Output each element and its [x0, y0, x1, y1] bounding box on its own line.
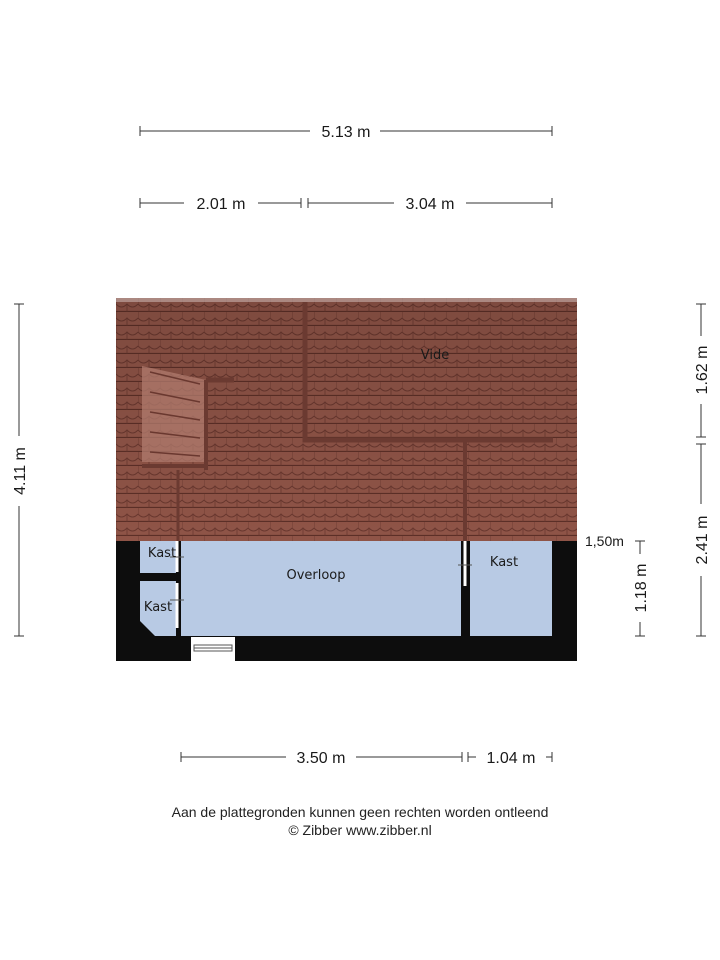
height-note: 1,50m: [585, 533, 624, 549]
roof-area: [116, 298, 577, 541]
room-label-kast-left-bottom: Kast: [143, 600, 173, 615]
dimension-bottom-left: [181, 750, 462, 767]
dim-label-right-lower: 2.41 m: [694, 515, 711, 565]
dimension-top-right: [308, 196, 552, 213]
dimension-top-left: [140, 196, 301, 213]
room-label-vide: Vide: [420, 348, 450, 363]
footer-copyright: © Zibber www.zibber.nl: [288, 822, 432, 838]
dim-label-top-total: 5.13 m: [321, 124, 371, 141]
dim-label-top-right: 3.04 m: [405, 196, 455, 213]
dimension-right-inner: [633, 541, 650, 636]
dimension-bottom-right: [468, 750, 552, 767]
dimension-top-total: [140, 124, 552, 141]
dim-label-top-left: 2.01 m: [196, 196, 246, 213]
dim-label-right-upper: 1.62 m: [694, 345, 711, 395]
room-label-overloop: Overloop: [286, 568, 346, 583]
dimension-left-total: [12, 304, 29, 636]
dimension-right-lower: [694, 444, 711, 636]
dimension-right-upper: [694, 304, 711, 437]
room-label-kast-left-top: Kast: [147, 546, 177, 561]
room-label-kast-right: Kast: [489, 555, 519, 570]
dim-label-right-inner: 1.18 m: [633, 563, 650, 613]
dim-label-bottom-right: 1.04 m: [486, 750, 536, 767]
dim-label-left-total: 4.11 m: [12, 447, 29, 495]
room-overloop: [181, 541, 461, 636]
dim-label-bottom-left: 3.50 m: [296, 750, 346, 767]
footer-disclaimer: Aan de plattegronden kunnen geen rechten worden ontleend: [171, 804, 549, 820]
